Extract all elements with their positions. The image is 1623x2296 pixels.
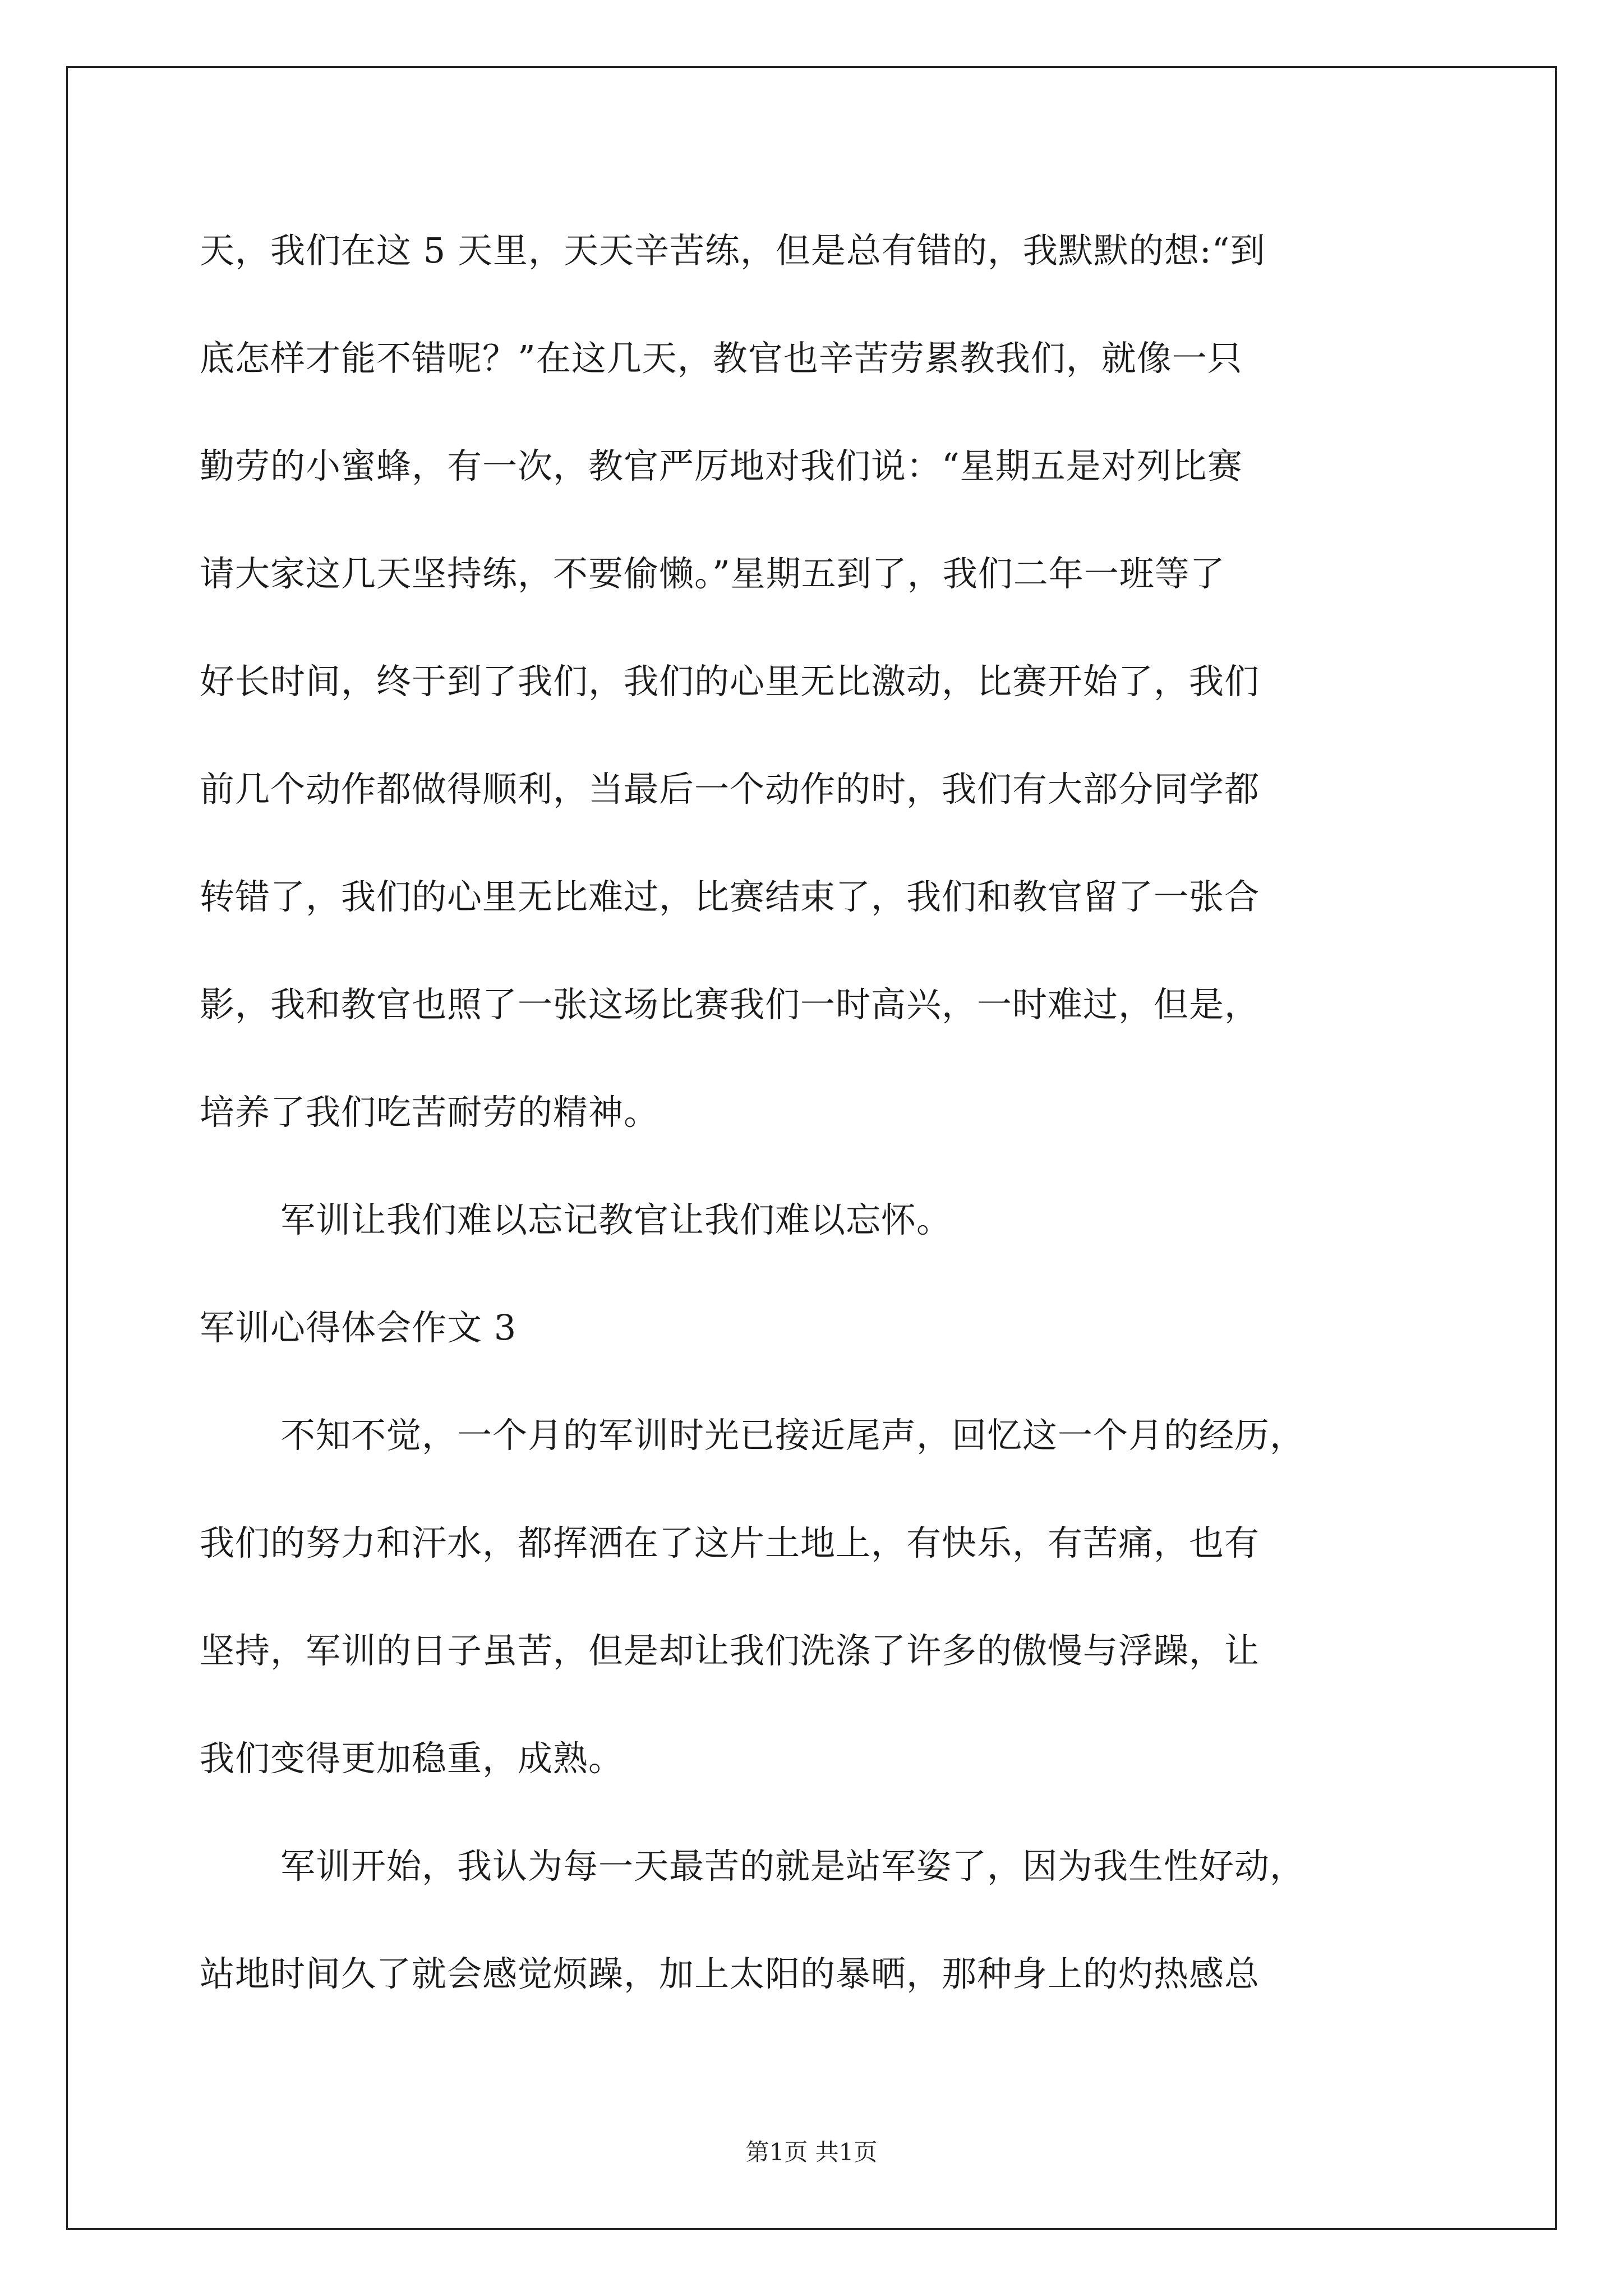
text-line: 天，我们在这 5 天里，天天辛苦练，但是总有错的，我默默的想:“到 <box>200 230 1266 271</box>
text-line: 培养了我们吃苦耐劳的精神。 <box>200 1092 660 1133</box>
text-line: 底怎样才能不错呢？”在这几天，教官也辛苦劳累教我们，就像一只 <box>200 338 1243 379</box>
page-number: 第1页 共1页 <box>745 2138 878 2166</box>
text-line: 我们变得更加稳重，成熟。 <box>200 1738 624 1779</box>
text-line: 影，我和教官也照了一张这场比赛我们一时高兴，一时难过，但是， <box>200 984 1260 1025</box>
text-line: 勤劳的小蜜蜂，有一次，教官严厉地对我们说：“星期五是对列比赛 <box>200 445 1243 486</box>
section-heading: 军训心得体会作文 3 <box>200 1307 517 1348</box>
paragraph-first-line: 不知不觉，一个月的军训时光已接近尾声，回忆这一个月的经历， <box>280 1415 1306 1456</box>
text-line: 我们的努力和汗水，都挥洒在了这片土地上，有快乐，有苦痛，也有 <box>200 1522 1260 1563</box>
paragraph-first-line: 军训让我们难以忘记教官让我们难以忘怀。 <box>280 1199 952 1240</box>
text-line: 站地时间久了就会感觉烦躁，加上太阳的暴晒，那种身上的灼热感总 <box>200 1953 1260 1994</box>
text-line: 请大家这几天坚持练，不要偷懒。”星期五到了，我们二年一班等了 <box>200 553 1225 594</box>
text-line: 转错了，我们的心里无比难过，比赛结束了，我们和教官留了一张合 <box>200 876 1260 917</box>
text-line: 前几个动作都做得顺利，当最后一个动作的时，我们有大部分同学都 <box>200 769 1260 809</box>
paragraph-first-line: 军训开始，我认为每一天最苦的就是站军姿了，因为我生性好动， <box>280 1846 1306 1887</box>
text-line: 好长时间，终于到了我们，我们的心里无比激动，比赛开始了，我们 <box>200 661 1260 702</box>
text-line: 坚持，军训的日子虽苦，但是却让我们洗涤了许多的傲慢与浮躁，让 <box>200 1630 1260 1671</box>
page-border <box>66 66 1557 2230</box>
